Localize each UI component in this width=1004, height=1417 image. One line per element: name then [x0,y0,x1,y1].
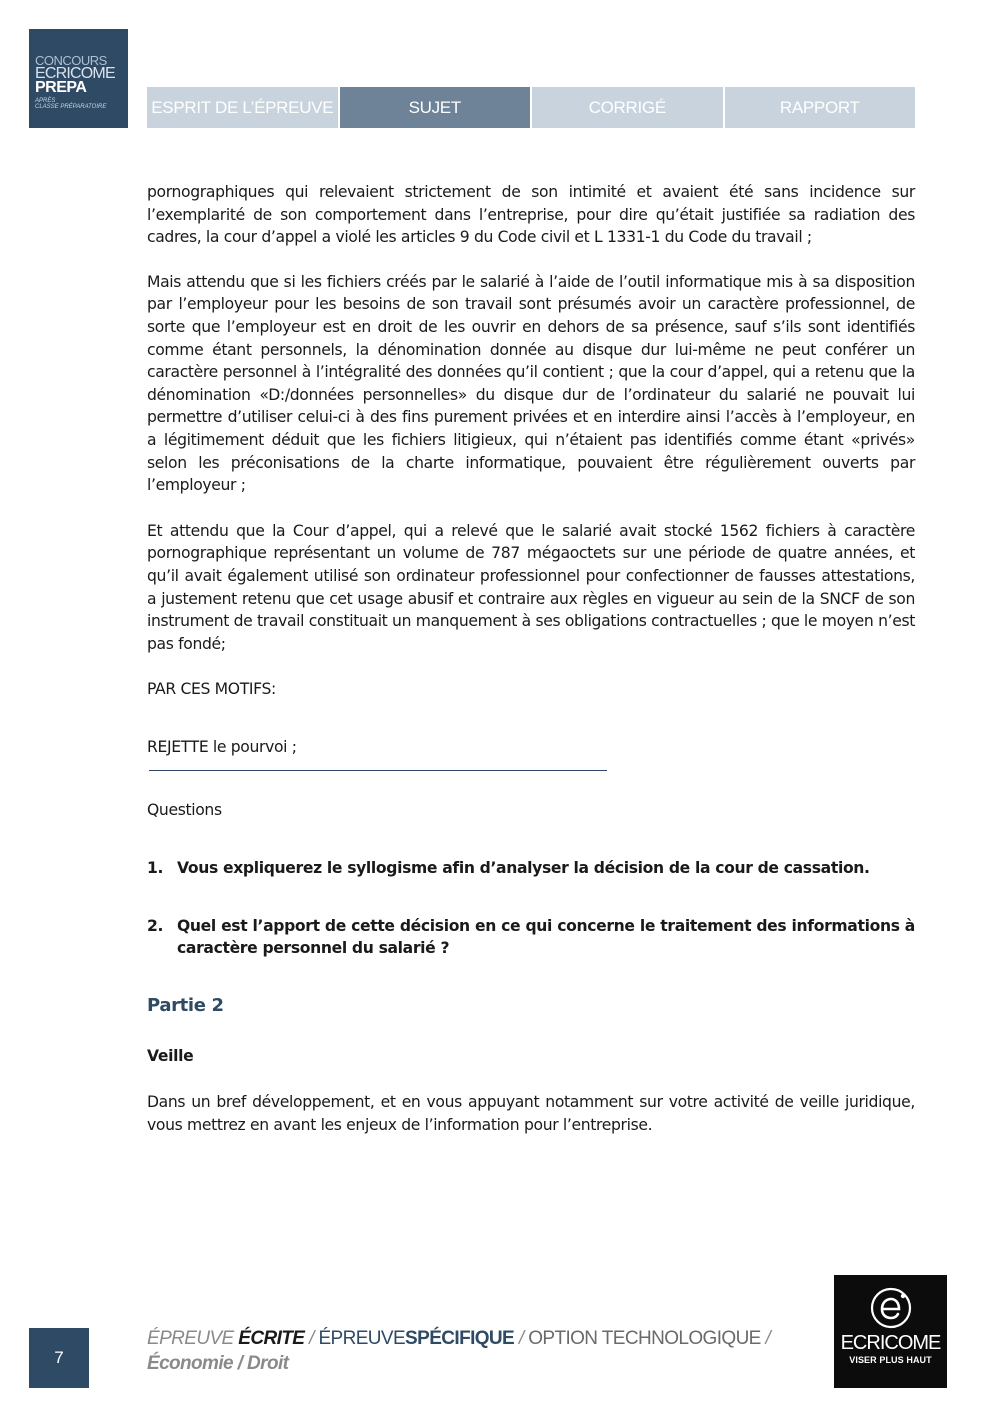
tab-rapport[interactable]: RAPPORT [725,87,916,128]
paragraph-mais-attendu: Mais attendu que si les fichiers créés par le salarié à l’aide de l’outil informatique mis à sa disposition par l’employeur pour les besoins de son travail sont présumés avoir un caractère professionnel, de sorte que l’employeur est en droit de les ouvrir en dehors de sa présence, sauf s’ils sont identifiés comme étant personnels, la dénomination donnée au disque dur lui-même ne peut conférer un caractère personnel à l’intégralité des données qu’il contient ; que la cour d’appel, qui a retenu que la dénomination «D:/données personnelles» du disque dur de l’ordinateur du salarié ne pouvait lui permettre d’utiliser celui-ci à des fins purement privées et en interdire ainsi l’accès à l’employeur, en a légitimement déduit que les fichiers litigieux, qui n’étaient pas identifiés comme étant «privés» selon les préconisations de la charte informatique, pouvaient être régulièrement ouverts par l’employeur ; [147,272,915,495]
logo-line-classe: CLASSE PRÉPARATOIRE [35,104,107,110]
footer-epreuve-2: ÉPREUVE [318,1328,406,1349]
paragraph-intro: pornographiques qui relevaient strictement de son intimité et avaient été sans incidence sur l’exemplarité de son comportement dans l’entreprise, pour dire qu’était justifiée sa radiation des cadres, la cour d’appel a violé les articles 9 du Code civil et L 1331-1 du Code du travail ; [147,183,915,247]
questions-list [147,857,915,960]
paragraph-rejette: REJETTE le pourvoi ; [147,737,297,756]
question-text: Quel est l’apport de cette décision en ce qui concerne le traitement des informations à caractère personnel du salarié ? [177,916,915,958]
section-tabs [147,87,915,128]
part-title: Partie 2 [147,994,224,1016]
ecricome-e-icon [868,1285,914,1331]
page-number: 7 [29,1328,89,1388]
footer-option: OPTION TECHNOLOGIQUE [528,1328,761,1349]
footer-sep: / [309,1328,314,1349]
sub-title: Veille [147,1047,194,1066]
logo-line-ecricome: ECRICOME [35,65,115,82]
question-item [147,915,915,960]
tab-corrige[interactable]: CORRIGÉ [532,87,723,128]
footer-exam-info [147,1326,807,1376]
brand-name: ECRICOME [840,1332,941,1354]
questions-label: Questions [147,801,222,820]
logo-line-apres: APRÈS [35,98,56,104]
footer-ecrite: ÉCRITE [238,1328,305,1349]
question-number: 1. [147,859,164,878]
question-text: Vous expliquerez le syllogisme afin d’analyser la décision de la cour de cassation. [177,859,870,878]
logo-line-prepa: PREPA [35,79,87,96]
question-number: 2. [147,916,164,935]
paragraph-final: Dans un bref développement, et en vous appuyant notamment sur votre activité de veille juridique, vous mettrez en avant les enjeux de l’information pour l’entreprise. [147,1093,915,1134]
footer-epreuve: ÉPREUVE [147,1328,234,1349]
footer-line-2: Économie / Droit [147,1353,289,1374]
section-divider [149,770,607,771]
tab-esprit-epreuve[interactable]: ESPRIT DE L’ÉPREUVE [147,87,338,128]
footer-specifique: SPÉCIFIQUE [405,1328,515,1349]
footer-line-1 [147,1326,807,1351]
ecricome-brand-logo [834,1275,947,1388]
tab-sujet[interactable]: SUJET [340,87,531,128]
footer-sep: / [518,1328,524,1349]
concours-ecricome-prepa-logo [29,29,128,128]
question-item [147,857,915,880]
paragraph-et-attendu: Et attendu que la Cour d’appel, qui a relevé que le salarié avait stocké 1562 fichiers à caractère pornographique représentant un volume de 787 mégaoctets sur une période de quatre années, et qu’il avait également utilisé son ordinateur professionnel pour confectionner de fausses attestations, a justement retenu que cet usage abusif et contraire aux règles en vigueur au sein de la SNCF de son instrument de travail constituait un manquement à ses obligations contractuelles ; que le moyen n’est pas fondé; [147,521,915,653]
document-body [147,181,915,1159]
logo-line-concours: CONCOURS [35,53,107,68]
brand-tagline: VISER PLUS HAUT [849,1355,932,1365]
paragraph-par-ces-motifs: PAR CES MOTIFS: [147,680,276,699]
footer-sep: / [765,1328,771,1349]
